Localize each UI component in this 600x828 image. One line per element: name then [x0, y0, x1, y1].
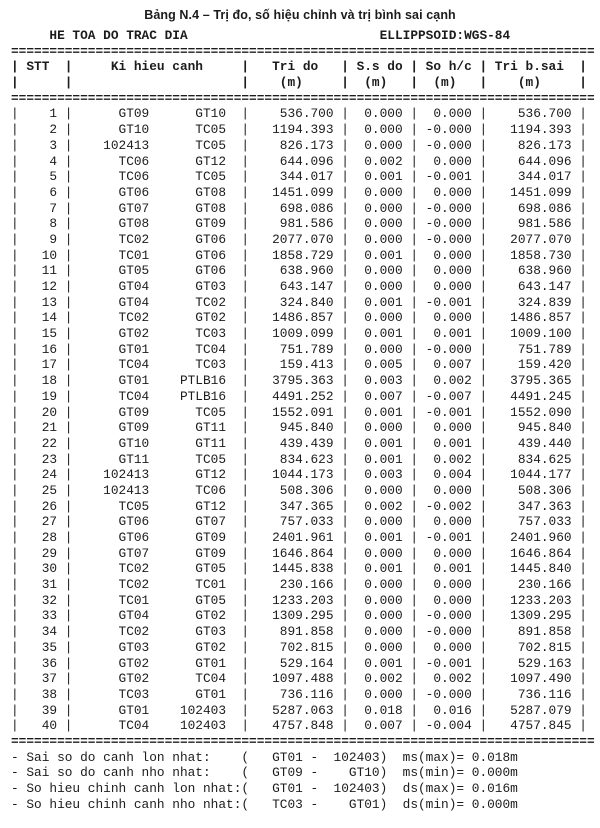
table-row: | 20 | GT09 TC05 | 1552.091 | 0.001 | -0.001 | 1552.090 |: [11, 404, 587, 420]
table-row: | 28 | GT06 GT09 | 2401.961 | 0.001 | -0.001 | 2401.960 |: [11, 530, 587, 545]
table-row: | 30 | TC02 GT05 | 1445.838 | 0.001 | 0.001 | 1445.840 |: [11, 561, 587, 577]
table-row: | 4 | TC06 GT12 | 644.096 | 0.002 | 0.000 | 644.096 |: [11, 153, 587, 169]
table-row: | 27 | GT06 GT07 | 757.033 | 0.000 | 0.000 | 757.033 |: [11, 514, 587, 530]
table-header-row: | STT | Ki hieu canh | Tri do | S.s do | So h/c | Tri b.sai |: [11, 59, 587, 75]
table-row: | 9 | TC02 GT06 | 2077.070 | 0.000 | -0.000 | 2077.070 |: [11, 231, 587, 247]
table-row: | 14 | TC02 GT02 | 1486.857 | 0.000 | 0.000 | 1486.857 |: [11, 310, 587, 326]
table-units-row: | | | (m) | (m) | (m) | (m) |: [11, 75, 587, 91]
summary-line: - Sai so do canh lon nhat: ( GT01 - 102403) ms(max)= 0.018m: [11, 749, 518, 765]
table-row: | 26 | TC05 GT12 | 347.365 | 0.002 | -0.002 | 347.363 |: [11, 498, 587, 514]
table-row: | 1 | GT09 GT10 | 536.700 | 0.000 | 0.000 | 536.700 |: [11, 106, 587, 122]
table-row: | 31 | TC02 TC01 | 230.166 | 0.000 | 0.000 | 230.166 |: [11, 577, 587, 593]
table-row: | 19 | TC04 PTLB16 | 4491.252 | 0.007 | -0.007 | 4491.245 |: [11, 388, 587, 404]
table-row: | 12 | GT04 GT03 | 643.147 | 0.000 | 0.000 | 643.147 |: [11, 279, 587, 294]
table-row: | 36 | GT02 GT01 | 529.164 | 0.001 | -0.001 | 529.163 |: [11, 655, 587, 671]
table-row: | 8 | GT08 GT09 | 981.586 | 0.000 | -0.000 | 981.586 |: [11, 216, 587, 232]
table-row: | 32 | TC01 GT05 | 1233.203 | 0.000 | 0.000 | 1233.203 |: [11, 592, 587, 608]
table-row: | 24 | 102413 GT12 | 1044.173 | 0.003 | 0.004 | 1044.177 |: [11, 467, 587, 483]
table-row: | 25 | 102413 TC06 | 508.306 | 0.000 | 0.000 | 508.306 |: [11, 482, 587, 498]
table-row: | 29 | GT07 GT09 | 1646.864 | 0.000 | 0.000 | 1646.864 |: [11, 545, 587, 561]
table-row: | 40 | TC04 102403 | 4757.848 | 0.007 | -0.004 | 4757.845 |: [11, 718, 587, 734]
table-row: | 23 | GT11 TC05 | 834.623 | 0.001 | 0.002 | 834.625 |: [11, 451, 587, 467]
table-row: | 11 | GT05 GT06 | 638.960 | 0.000 | 0.000 | 638.960 |: [11, 263, 587, 279]
table-row: | 7 | GT07 GT08 | 698.086 | 0.000 | -0.000 | 698.086 |: [11, 200, 587, 216]
table-row: | 13 | GT04 TC02 | 324.840 | 0.001 | -0.001 | 324.839 |: [11, 294, 587, 310]
table-row: | 35 | GT03 GT02 | 702.815 | 0.000 | 0.000 | 702.815 |: [11, 639, 587, 655]
table-row: | 17 | TC04 TC03 | 159.413 | 0.005 | 0.007 | 159.420 |: [11, 357, 587, 373]
report-body: [0, 28, 600, 812]
page-title: Bảng N.4 – Trị đo, số hiệu chỉnh và trị bình sai cạnh: [144, 8, 456, 22]
table-row: | 33 | GT04 GT02 | 1309.295 | 0.000 | -0.000 | 1309.295 |: [11, 608, 587, 624]
table-row: | 6 | GT06 GT08 | 1451.099 | 0.000 | 0.000 | 1451.099 |: [11, 184, 587, 200]
table-row: | 2 | GT10 TC05 | 1194.393 | 0.000 | -0.000 | 1194.393 |: [11, 122, 587, 138]
separator: ============================================================================: [11, 90, 595, 106]
report-subheader: HE TOA DO TRAC DIA ELLIPPSOID:WGS-84: [11, 28, 511, 43]
table-row: | 37 | GT02 TC04 | 1097.488 | 0.002 | 0.002 | 1097.490 |: [11, 671, 587, 687]
summary-line: - So hieu chinh canh nho nhat:( TC03 - GT01) ds(min)= 0.000m: [11, 796, 518, 812]
table-row: | 16 | GT01 TC04 | 751.789 | 0.000 | -0.000 | 751.789 |: [11, 341, 587, 357]
separator: ============================================================================: [11, 43, 595, 59]
table-row: | 3 | 102413 TC05 | 826.173 | 0.000 | -0.000 | 826.173 |: [11, 137, 587, 153]
summary-line: - So hieu chinh canh lon nhat:( GT01 - 102403) ds(max)= 0.016m: [11, 781, 518, 796]
table-row: | 5 | TC06 TC05 | 344.017 | 0.001 | -0.001 | 344.017 |: [11, 169, 587, 185]
summary-line: - Sai so do canh nho nhat: ( GT09 - GT10) ms(min)= 0.000m: [11, 765, 518, 781]
table-row: | 10 | TC01 GT06 | 1858.729 | 0.001 | 0.000 | 1858.730 |: [11, 247, 587, 263]
table-row: | 39 | GT01 102403 | 5287.063 | 0.018 | 0.016 | 5287.079 |: [11, 702, 587, 718]
table-row: | 38 | TC03 GT01 | 736.116 | 0.000 | -0.000 | 736.116 |: [11, 686, 587, 702]
separator: ============================================================================: [11, 733, 595, 749]
table-row: | 15 | GT02 TC03 | 1009.099 | 0.001 | 0.001 | 1009.100 |: [11, 326, 587, 342]
table-row: | 34 | TC02 GT03 | 891.858 | 0.000 | -0.000 | 891.858 |: [11, 624, 587, 640]
table-row: | 18 | GT01 PTLB16 | 3795.363 | 0.003 | 0.002 | 3795.365 |: [11, 373, 587, 389]
table-row: | 21 | GT09 GT11 | 945.840 | 0.000 | 0.000 | 945.840 |: [11, 420, 587, 436]
table-row: | 22 | GT10 GT11 | 439.439 | 0.001 | 0.001 | 439.440 |: [11, 435, 587, 451]
